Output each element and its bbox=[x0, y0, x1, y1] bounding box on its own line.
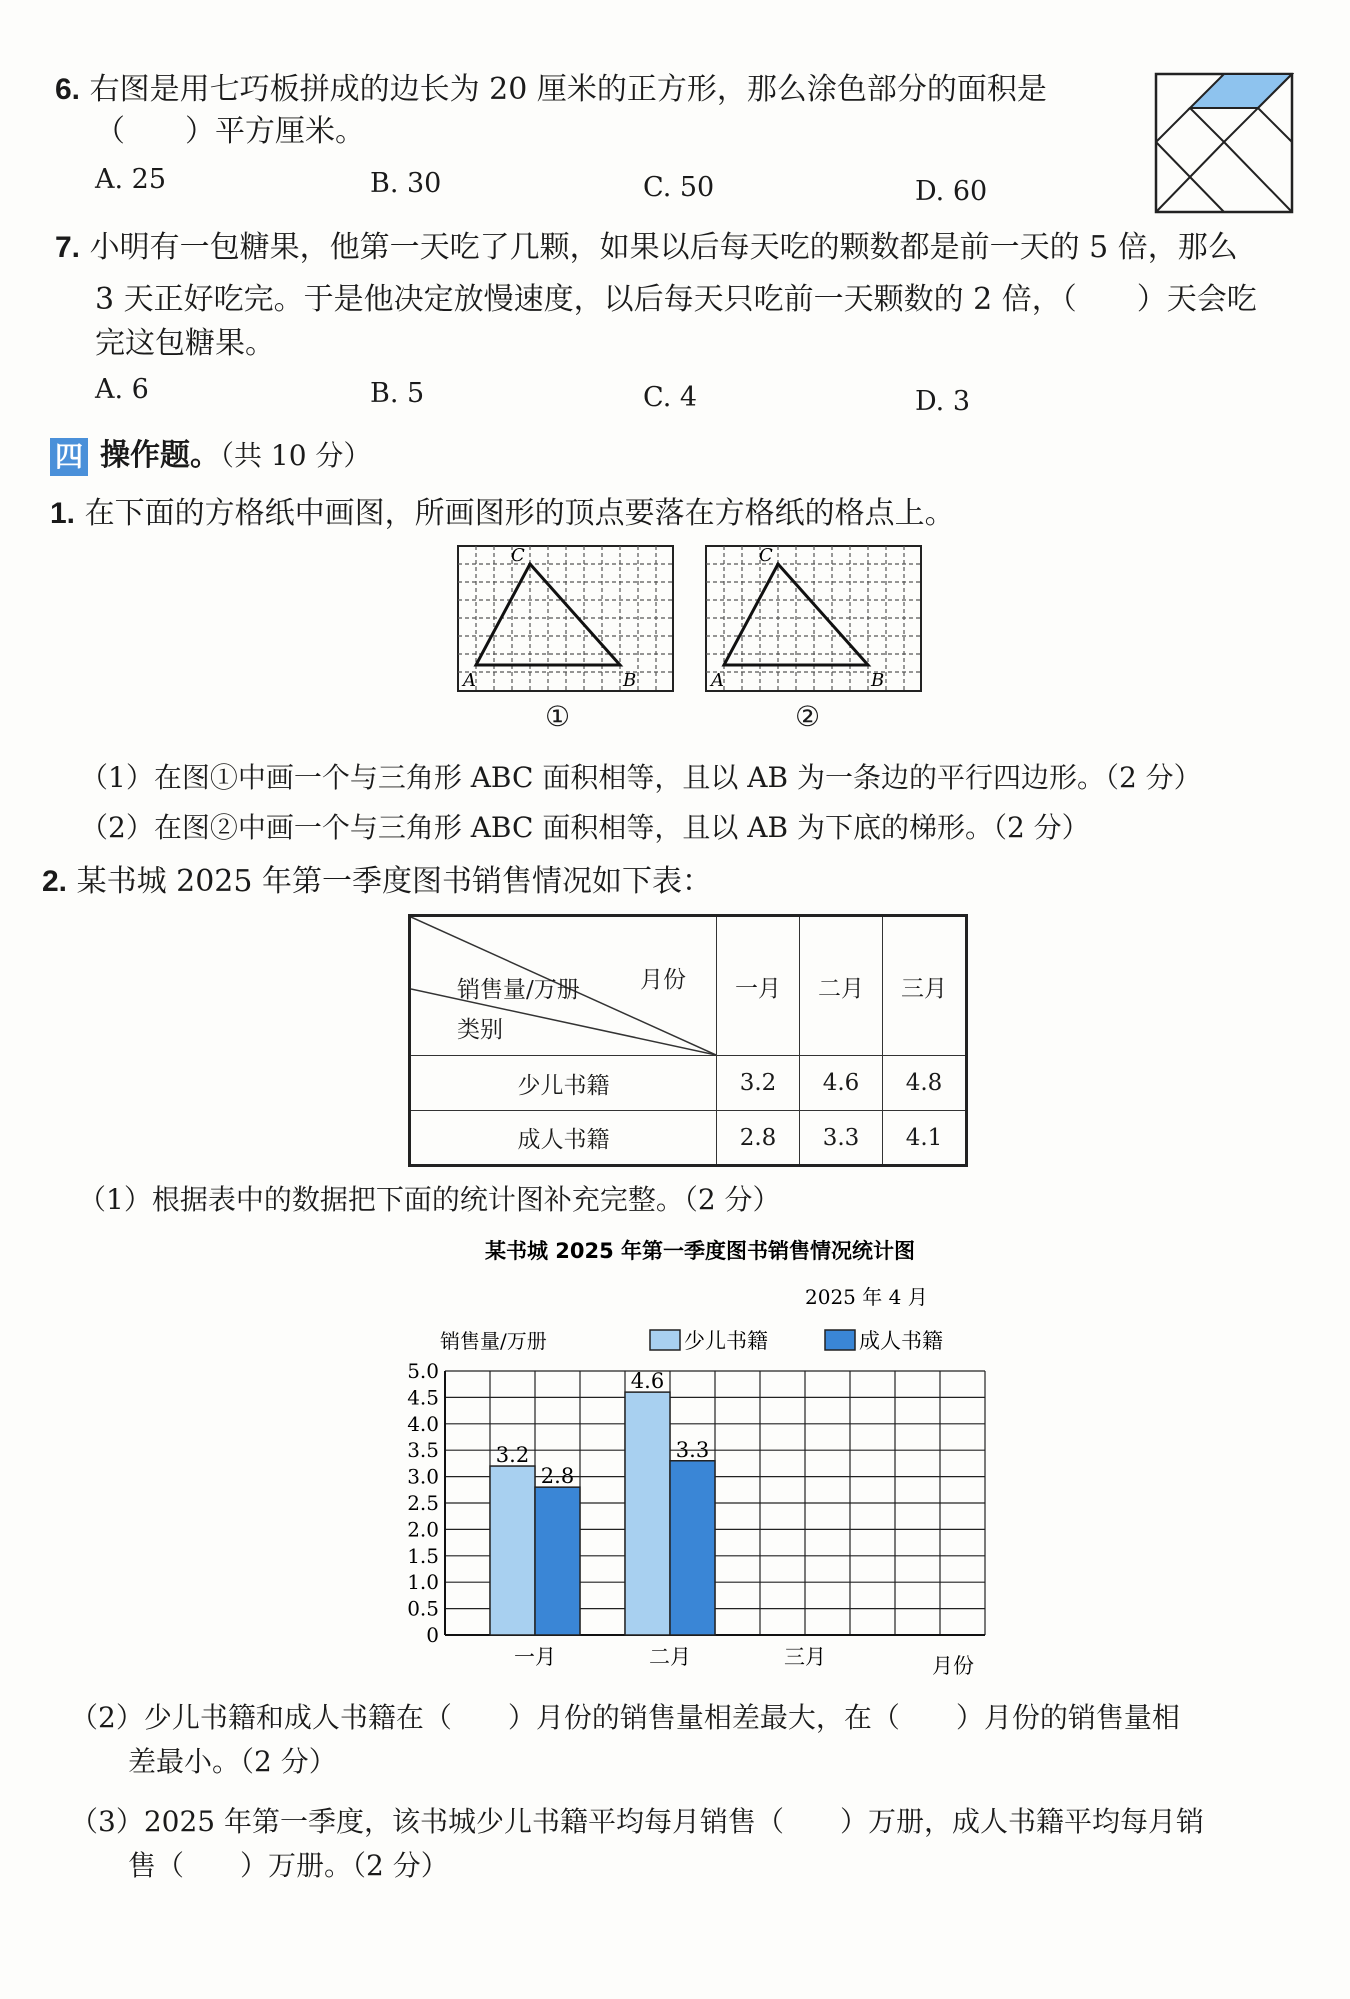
tangram-shaded-parallelogram bbox=[1190, 74, 1292, 108]
chart-title: 某书城 2025 年第一季度图书销售情况统计图 bbox=[484, 1239, 916, 1263]
bar-adult bbox=[670, 1461, 715, 1635]
q6-option-b[interactable]: B. 30 bbox=[370, 168, 442, 199]
chart-xlabel: 月份 bbox=[932, 1654, 974, 1678]
section-4-header bbox=[50, 430, 371, 476]
q6-option-c[interactable]: C. 50 bbox=[643, 172, 715, 203]
bar-adult bbox=[535, 1487, 580, 1635]
table-cell: 3.2 bbox=[717, 1056, 800, 1111]
table-row-category: 成人书籍 bbox=[410, 1111, 717, 1166]
y-tick-label: 2.5 bbox=[407, 1491, 439, 1515]
p2-sub2-line1: （2）少儿书籍和成人书籍在（ ）月份的销售量相差最大，在（ ）月份的销售量相 bbox=[70, 1701, 1180, 1734]
q6-option-d[interactable]: D. 60 bbox=[915, 176, 988, 207]
table-cell: 4.6 bbox=[800, 1056, 883, 1111]
figure-2-label: ② bbox=[795, 700, 821, 733]
p2-sub1: （1）根据表中的数据把下面的统计图补充完整。（2 分） bbox=[78, 1183, 781, 1216]
sales-table bbox=[408, 914, 968, 1167]
p1-line bbox=[50, 492, 955, 536]
table-month-1: 一月 bbox=[717, 916, 800, 1056]
q6-line1 bbox=[55, 68, 1047, 112]
q6-number: 6. bbox=[55, 73, 81, 106]
y-tick-label: 4.5 bbox=[407, 1385, 439, 1410]
vertex-b-label: B bbox=[623, 670, 637, 691]
table-cell: 2.8 bbox=[717, 1111, 800, 1166]
q7-option-c[interactable]: C. 4 bbox=[643, 382, 698, 413]
table-header-diagonal bbox=[410, 916, 717, 1056]
bar-children bbox=[625, 1392, 670, 1635]
table-header-month: 月份 bbox=[640, 967, 686, 993]
p1-number: 1. bbox=[50, 497, 76, 530]
bar-value-label: 3.2 bbox=[495, 1443, 530, 1468]
table-header-category: 类别 bbox=[457, 1017, 503, 1043]
vertex-c-label: C bbox=[511, 545, 525, 566]
y-tick-label: 2.0 bbox=[407, 1517, 439, 1542]
chart-date: 2025 年 4 月 bbox=[805, 1285, 928, 1309]
x-tick-label: 一月 bbox=[514, 1645, 556, 1669]
tangram-figure bbox=[1154, 72, 1294, 214]
table-cell: 4.1 bbox=[883, 1111, 967, 1166]
legend-label-children: 少儿书籍 bbox=[684, 1329, 768, 1353]
p1-text: 在下面的方格纸中画图，所画图形的顶点要落在方格纸的格点上。 bbox=[84, 496, 955, 531]
table-header-qty: 销售量/万册 bbox=[457, 977, 580, 1003]
bar-chart[interactable] bbox=[400, 1230, 1060, 1690]
y-tick-label: 4.0 bbox=[407, 1411, 439, 1436]
p2-number: 2. bbox=[42, 865, 68, 898]
q6-line2: （ ）平方厘米。 bbox=[95, 114, 365, 149]
legend-swatch-adult bbox=[825, 1330, 855, 1350]
legend-label-adult: 成人书籍 bbox=[859, 1329, 943, 1353]
x-tick-label: 三月 bbox=[784, 1645, 826, 1669]
figure-1-label: ① bbox=[545, 700, 571, 733]
q7-text: 小明有一包糖果，他第一天吃了几颗，如果以后每天吃的颗数都是前一天的 5 倍，那么 bbox=[89, 230, 1238, 265]
y-tick-label: 3.5 bbox=[407, 1438, 439, 1463]
table-row-category: 少儿书籍 bbox=[410, 1056, 717, 1111]
section-4-title: 操作题。 bbox=[100, 439, 220, 472]
grid-figure-2[interactable] bbox=[703, 543, 928, 698]
section-4-score: （共 10 分） bbox=[220, 439, 372, 472]
q7-line2: 3 天正好吃完。于是他决定放慢速度，以后每天只吃前一天颗数的 2 倍，（ ）天会吃 bbox=[95, 282, 1257, 317]
table-month-2: 二月 bbox=[800, 916, 883, 1056]
vertex-a-label: A bbox=[463, 670, 476, 691]
table-month-3: 三月 bbox=[883, 916, 967, 1056]
bar-value-label: 3.3 bbox=[675, 1437, 710, 1462]
q7-option-b[interactable]: B. 5 bbox=[370, 378, 425, 409]
q7-option-d[interactable]: D. 3 bbox=[915, 386, 971, 417]
q7-line1 bbox=[55, 226, 1238, 270]
grid-figure-1[interactable] bbox=[455, 543, 680, 698]
triangle-abc-1 bbox=[476, 564, 620, 665]
chart-ylabel: 销售量/万册 bbox=[440, 1329, 547, 1353]
p1-sub2: （2）在图②中画一个与三角形 ABC 面积相等，且以 AB 为下底的梯形。（2 分） bbox=[80, 811, 1090, 844]
p2-text: 某书城 2025 年第一季度图书销售情况如下表： bbox=[76, 864, 712, 899]
y-tick-label: 5.0 bbox=[407, 1359, 439, 1383]
table-row bbox=[410, 1111, 967, 1166]
y-tick-label: 1.5 bbox=[407, 1543, 439, 1568]
bar-children bbox=[490, 1466, 535, 1635]
table-cell: 4.8 bbox=[883, 1056, 967, 1111]
table-row bbox=[410, 1056, 967, 1111]
q6-option-a[interactable]: A. 25 bbox=[95, 164, 167, 195]
triangle-abc-2 bbox=[724, 564, 868, 665]
q7-line3: 完这包糖果。 bbox=[95, 326, 275, 361]
p2-sub3-line2: 售（ ）万册。（2 分） bbox=[128, 1849, 449, 1882]
q7-option-a[interactable]: A. 6 bbox=[95, 374, 149, 405]
vertex-b-label: B bbox=[871, 670, 885, 691]
y-tick-label: 0.5 bbox=[407, 1596, 439, 1621]
vertex-c-label: C bbox=[759, 545, 773, 566]
legend-swatch-children bbox=[650, 1330, 680, 1350]
section-4-badge: 四 bbox=[50, 438, 88, 476]
table-cell: 3.3 bbox=[800, 1111, 883, 1166]
q7-number: 7. bbox=[55, 231, 81, 264]
q6-text: 右图是用七巧板拼成的边长为 20 厘米的正方形，那么涂色部分的面积是 bbox=[89, 72, 1047, 107]
x-tick-label: 二月 bbox=[649, 1645, 691, 1669]
y-tick-label: 1.0 bbox=[407, 1570, 439, 1595]
y-tick-label: 3.0 bbox=[407, 1464, 439, 1489]
vertex-a-label: A bbox=[711, 670, 724, 691]
p1-sub1: （1）在图①中画一个与三角形 ABC 面积相等，且以 AB 为一条边的平行四边形。（2 分） bbox=[80, 761, 1202, 794]
p2-sub3-line1: （3）2025 年第一季度，该书城少儿书籍平均每月销售（ ）万册，成人书籍平均每月销 bbox=[70, 1805, 1204, 1838]
bar-value-label: 4.6 bbox=[630, 1369, 665, 1394]
p2-sub2-line2: 差最小。（2 分） bbox=[128, 1745, 337, 1778]
bar-value-label: 2.8 bbox=[540, 1464, 575, 1489]
y-tick-label: 0 bbox=[426, 1623, 439, 1647]
p2-line bbox=[42, 860, 712, 904]
